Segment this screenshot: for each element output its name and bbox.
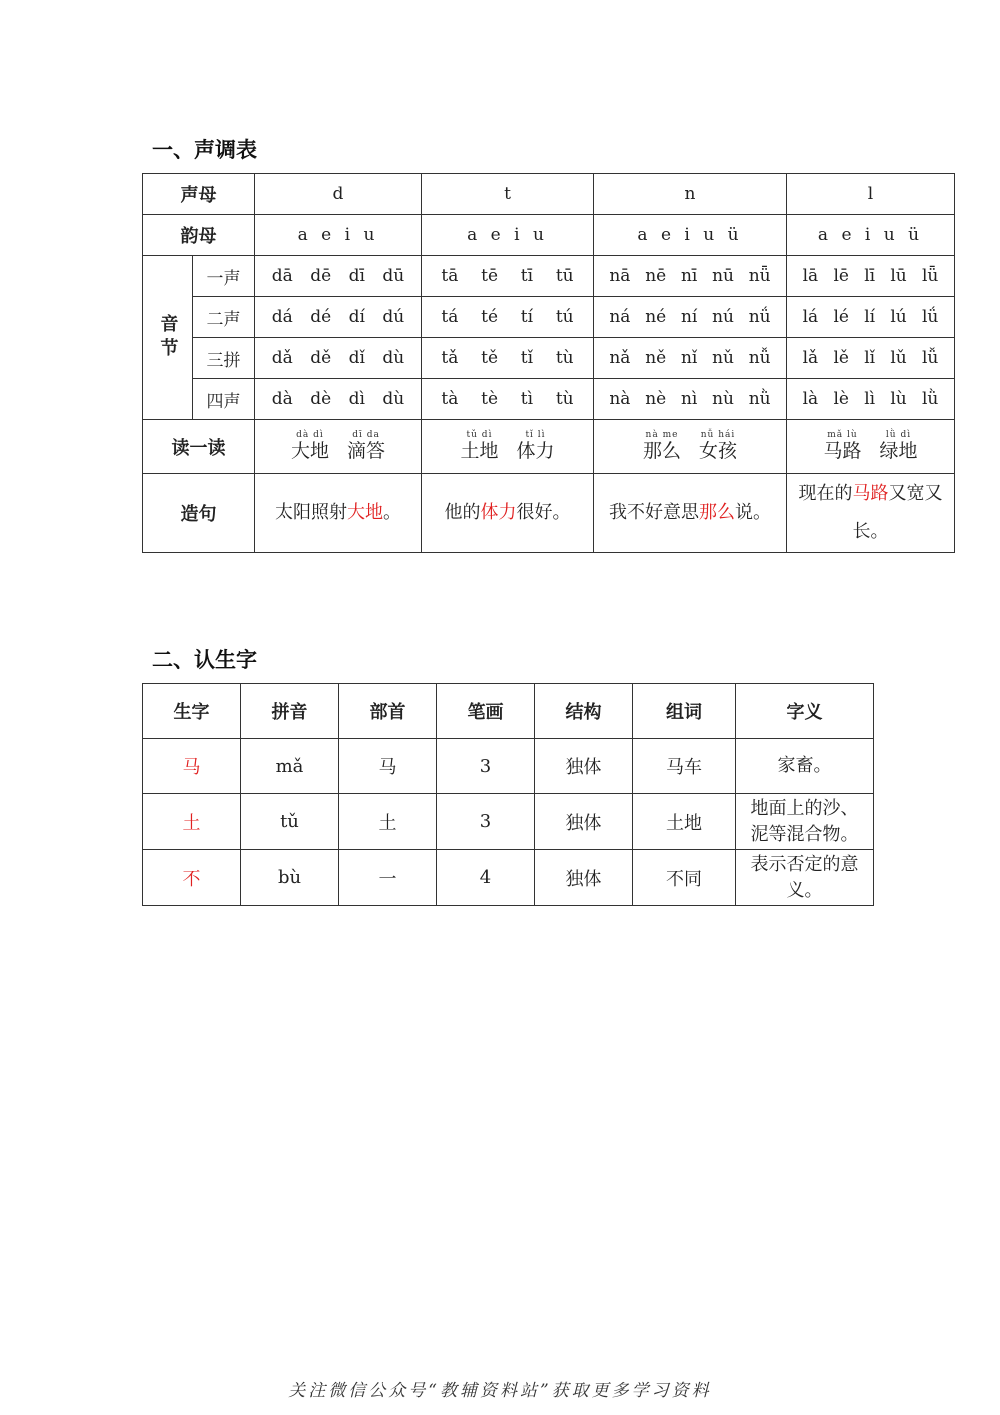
meaning: 地面上的沙、泥等混合物。 xyxy=(736,794,874,850)
word: 马车 xyxy=(633,739,736,794)
strokes: 4 xyxy=(437,850,535,906)
syllable-cell xyxy=(255,256,422,297)
syllable: dě xyxy=(310,348,332,368)
syllable-cell xyxy=(787,256,955,297)
syllable-cell xyxy=(787,379,955,420)
syllable-group xyxy=(787,307,954,327)
syllable: dà xyxy=(271,389,293,409)
syllable: lǜ xyxy=(921,389,939,409)
syllable: lǐ xyxy=(864,348,876,368)
col-header: 字义 xyxy=(736,684,874,739)
read-word xyxy=(347,431,385,462)
col-header: 笔画 xyxy=(437,684,535,739)
syllable-group xyxy=(255,348,421,368)
syllable: dū xyxy=(382,266,405,286)
syllable: nǚ xyxy=(748,348,771,368)
syllable: tú xyxy=(555,307,574,327)
read-word xyxy=(823,431,861,462)
syllable: tà xyxy=(441,389,459,409)
character: 不 xyxy=(143,850,241,906)
tone-label: 四声 xyxy=(193,379,255,420)
syllable-group xyxy=(787,266,954,286)
initial-l: l xyxy=(787,174,955,215)
yinjie-label: 音节 xyxy=(143,256,193,420)
syllable: nù xyxy=(712,389,734,409)
syllable: lé xyxy=(833,307,849,327)
sentence-cell xyxy=(422,474,594,553)
syllable: ní xyxy=(680,307,698,327)
syllable: lú xyxy=(890,307,907,327)
word-hanzi: 绿地 xyxy=(879,440,918,462)
syllable: lǎ xyxy=(802,348,819,368)
syllable-group xyxy=(594,307,786,327)
read-word xyxy=(643,431,681,462)
syllable: ná xyxy=(609,307,631,327)
syllable-cell xyxy=(787,297,955,338)
word-pinyin: dī da xyxy=(352,430,380,440)
syllable: nū xyxy=(712,266,734,286)
syllable: nǔ xyxy=(712,348,734,368)
syllable-group xyxy=(422,266,593,286)
meaning: 表示否定的意义。 xyxy=(736,850,874,906)
syllable: tè xyxy=(481,389,499,409)
syllable: nǜ xyxy=(748,389,771,409)
shengmu-label: 声母 xyxy=(143,174,255,215)
syllable: té xyxy=(481,307,499,327)
sentence-highlight: 马路 xyxy=(852,483,889,504)
read-word xyxy=(880,431,918,462)
radical: 一 xyxy=(339,850,437,906)
word-hanzi: 那么 xyxy=(642,440,681,462)
syllable: nǎ xyxy=(609,348,631,368)
syllable-cell xyxy=(422,338,594,379)
syllable: nú xyxy=(712,307,734,327)
character: 马 xyxy=(143,739,241,794)
col-header: 结构 xyxy=(535,684,633,739)
syllable: tù xyxy=(555,389,574,409)
syllable: nì xyxy=(680,389,698,409)
syllable-group xyxy=(255,307,421,327)
word-pinyin: dà dì xyxy=(296,430,324,440)
tone-label: 一声 xyxy=(193,256,255,297)
syllable: nī xyxy=(680,266,698,286)
sentence-text: 太阳照射 xyxy=(275,502,347,523)
syllable: lǔ xyxy=(890,348,907,368)
word-hanzi: 大地 xyxy=(290,440,329,462)
pinyin: mǎ xyxy=(241,739,339,794)
syllable-group xyxy=(422,348,593,368)
syllable: dī xyxy=(348,266,365,286)
syllable-group xyxy=(787,348,954,368)
pinyin: bù xyxy=(241,850,339,906)
syllable: nǖ xyxy=(748,266,771,286)
syllable: là xyxy=(802,389,819,409)
syllable-cell xyxy=(594,256,787,297)
footer-note: 关注微信公众号“教辅资料站”获取更多学习资料 xyxy=(288,1381,712,1401)
sentence-text: 我不好意思 xyxy=(609,502,699,523)
syllable-cell xyxy=(255,338,422,379)
word: 土地 xyxy=(633,794,736,850)
syllable: tǎ xyxy=(441,348,459,368)
syllable-group xyxy=(422,389,593,409)
syllable-cell xyxy=(787,338,955,379)
syllable: dǎ xyxy=(271,348,293,368)
syllable: nǘ xyxy=(748,307,771,327)
syllable: dē xyxy=(310,266,332,286)
section2-title: 二、认生字 xyxy=(152,648,257,672)
syllable: lē xyxy=(833,266,849,286)
syllable: dù xyxy=(382,348,405,368)
syllable-cell xyxy=(594,338,787,379)
word-pinyin: mǎ lù xyxy=(827,430,858,440)
syllable: dú xyxy=(382,307,405,327)
syllable-group xyxy=(594,348,786,368)
word-pinyin: nà me xyxy=(645,430,679,440)
word-pinyin: tǔ dì xyxy=(466,430,493,440)
read-word xyxy=(699,431,737,462)
col-header: 部首 xyxy=(339,684,437,739)
finals-n: a e i u ü xyxy=(594,215,787,256)
syllable: tí xyxy=(520,307,534,327)
syllable: né xyxy=(645,307,667,327)
syllable-cell xyxy=(255,379,422,420)
syllable: tě xyxy=(481,348,499,368)
read-words-cell xyxy=(422,420,594,474)
table-row xyxy=(143,794,874,850)
syllable: dǐ xyxy=(348,348,365,368)
initial-d: d xyxy=(255,174,422,215)
syllable: lǘ xyxy=(921,307,939,327)
syllable: tá xyxy=(441,307,459,327)
syllable: lì xyxy=(864,389,876,409)
read-words-cell xyxy=(594,420,787,474)
syllable-cell xyxy=(594,379,787,420)
syllable-group xyxy=(255,389,421,409)
syllable: lǖ xyxy=(921,266,939,286)
finals-t: a e i u xyxy=(422,215,594,256)
syllable: lí xyxy=(864,307,876,327)
word-hanzi: 土地 xyxy=(460,440,499,462)
syllable: tì xyxy=(520,389,534,409)
read-word xyxy=(460,431,498,462)
sentence-highlight: 体力 xyxy=(480,502,517,523)
tone-label: 三拼 xyxy=(193,338,255,379)
syllable: ně xyxy=(645,348,667,368)
syllable-cell xyxy=(594,297,787,338)
sentence-text: 。 xyxy=(383,502,401,523)
syllable: dè xyxy=(310,389,332,409)
syllable-group xyxy=(787,389,954,409)
sentence-label: 造句 xyxy=(143,474,255,553)
syllable: nā xyxy=(609,266,631,286)
syllable: dí xyxy=(348,307,365,327)
pinyin: tǔ xyxy=(241,794,339,850)
syllable: tā xyxy=(441,266,459,286)
read-label: 读一读 xyxy=(143,420,255,474)
sentence-highlight: 大地 xyxy=(347,502,383,523)
syllable: lě xyxy=(833,348,849,368)
syllable: lá xyxy=(802,307,819,327)
strokes: 3 xyxy=(437,739,535,794)
character: 土 xyxy=(143,794,241,850)
syllable-cell xyxy=(422,297,594,338)
yunmu-label: 韵母 xyxy=(143,215,255,256)
read-word xyxy=(517,431,555,462)
syllable-cell xyxy=(255,297,422,338)
word-hanzi: 滴答 xyxy=(347,440,386,462)
section1-title: 一、声调表 xyxy=(152,138,257,162)
syllable: nǐ xyxy=(680,348,698,368)
syllable: lǚ xyxy=(921,348,939,368)
syllable: lù xyxy=(890,389,907,409)
characters-table xyxy=(142,683,874,906)
tone-table xyxy=(142,173,955,553)
syllable: nē xyxy=(645,266,667,286)
syllable: nà xyxy=(609,389,631,409)
sentence-text: 现在的 xyxy=(798,483,853,504)
sentence-text: 他的 xyxy=(444,502,481,523)
read-words-cell xyxy=(787,420,955,474)
sentence-text: 很好。 xyxy=(516,502,571,523)
initial-t: t xyxy=(422,174,594,215)
syllable: lī xyxy=(864,266,876,286)
syllable-group xyxy=(594,266,786,286)
syllable: dù xyxy=(382,389,405,409)
meaning: 家畜。 xyxy=(736,739,874,794)
syllable: tù xyxy=(555,348,574,368)
read-words-cell xyxy=(255,420,422,474)
radical: 土 xyxy=(339,794,437,850)
syllable: tū xyxy=(555,266,574,286)
word-pinyin: lǜ dì xyxy=(885,430,912,440)
syllable-cell xyxy=(422,379,594,420)
strokes: 3 xyxy=(437,794,535,850)
word-pinyin: nǚ hái xyxy=(700,430,736,440)
word-hanzi: 马路 xyxy=(823,440,862,462)
word-hanzi: 女孩 xyxy=(699,440,738,462)
radical: 马 xyxy=(339,739,437,794)
word-hanzi: 体力 xyxy=(516,440,555,462)
syllable-group xyxy=(422,307,593,327)
sentence-text: 又宽又长。 xyxy=(852,483,943,542)
syllable: dé xyxy=(310,307,332,327)
col-header: 拼音 xyxy=(241,684,339,739)
syllable: tǐ xyxy=(520,348,534,368)
syllable: dì xyxy=(348,389,365,409)
syllable-group xyxy=(594,389,786,409)
sentence-cell xyxy=(255,474,422,553)
table-row xyxy=(143,739,874,794)
read-word xyxy=(291,431,329,462)
sentence-text: 说。 xyxy=(735,502,771,523)
col-header: 生字 xyxy=(143,684,241,739)
syllable: lū xyxy=(890,266,907,286)
word-pinyin: tǐ lì xyxy=(525,430,546,440)
syllable: tī xyxy=(520,266,534,286)
structure: 独体 xyxy=(535,850,633,906)
syllable: nè xyxy=(645,389,667,409)
col-header: 组词 xyxy=(633,684,736,739)
syllable: dá xyxy=(271,307,293,327)
sentence-cell xyxy=(594,474,787,553)
syllable: lā xyxy=(802,266,819,286)
sentence-cell xyxy=(787,474,955,553)
finals-l: a e i u ü xyxy=(787,215,955,256)
syllable: lè xyxy=(833,389,849,409)
initial-n: n xyxy=(594,174,787,215)
structure: 独体 xyxy=(535,739,633,794)
word: 不同 xyxy=(633,850,736,906)
syllable-group xyxy=(255,266,421,286)
syllable-cell xyxy=(422,256,594,297)
sentence-highlight: 那么 xyxy=(699,502,735,523)
structure: 独体 xyxy=(535,794,633,850)
syllable: tē xyxy=(481,266,499,286)
finals-d: a e i u xyxy=(255,215,422,256)
tone-label: 二声 xyxy=(193,297,255,338)
table-row xyxy=(143,850,874,906)
syllable: dā xyxy=(271,266,293,286)
